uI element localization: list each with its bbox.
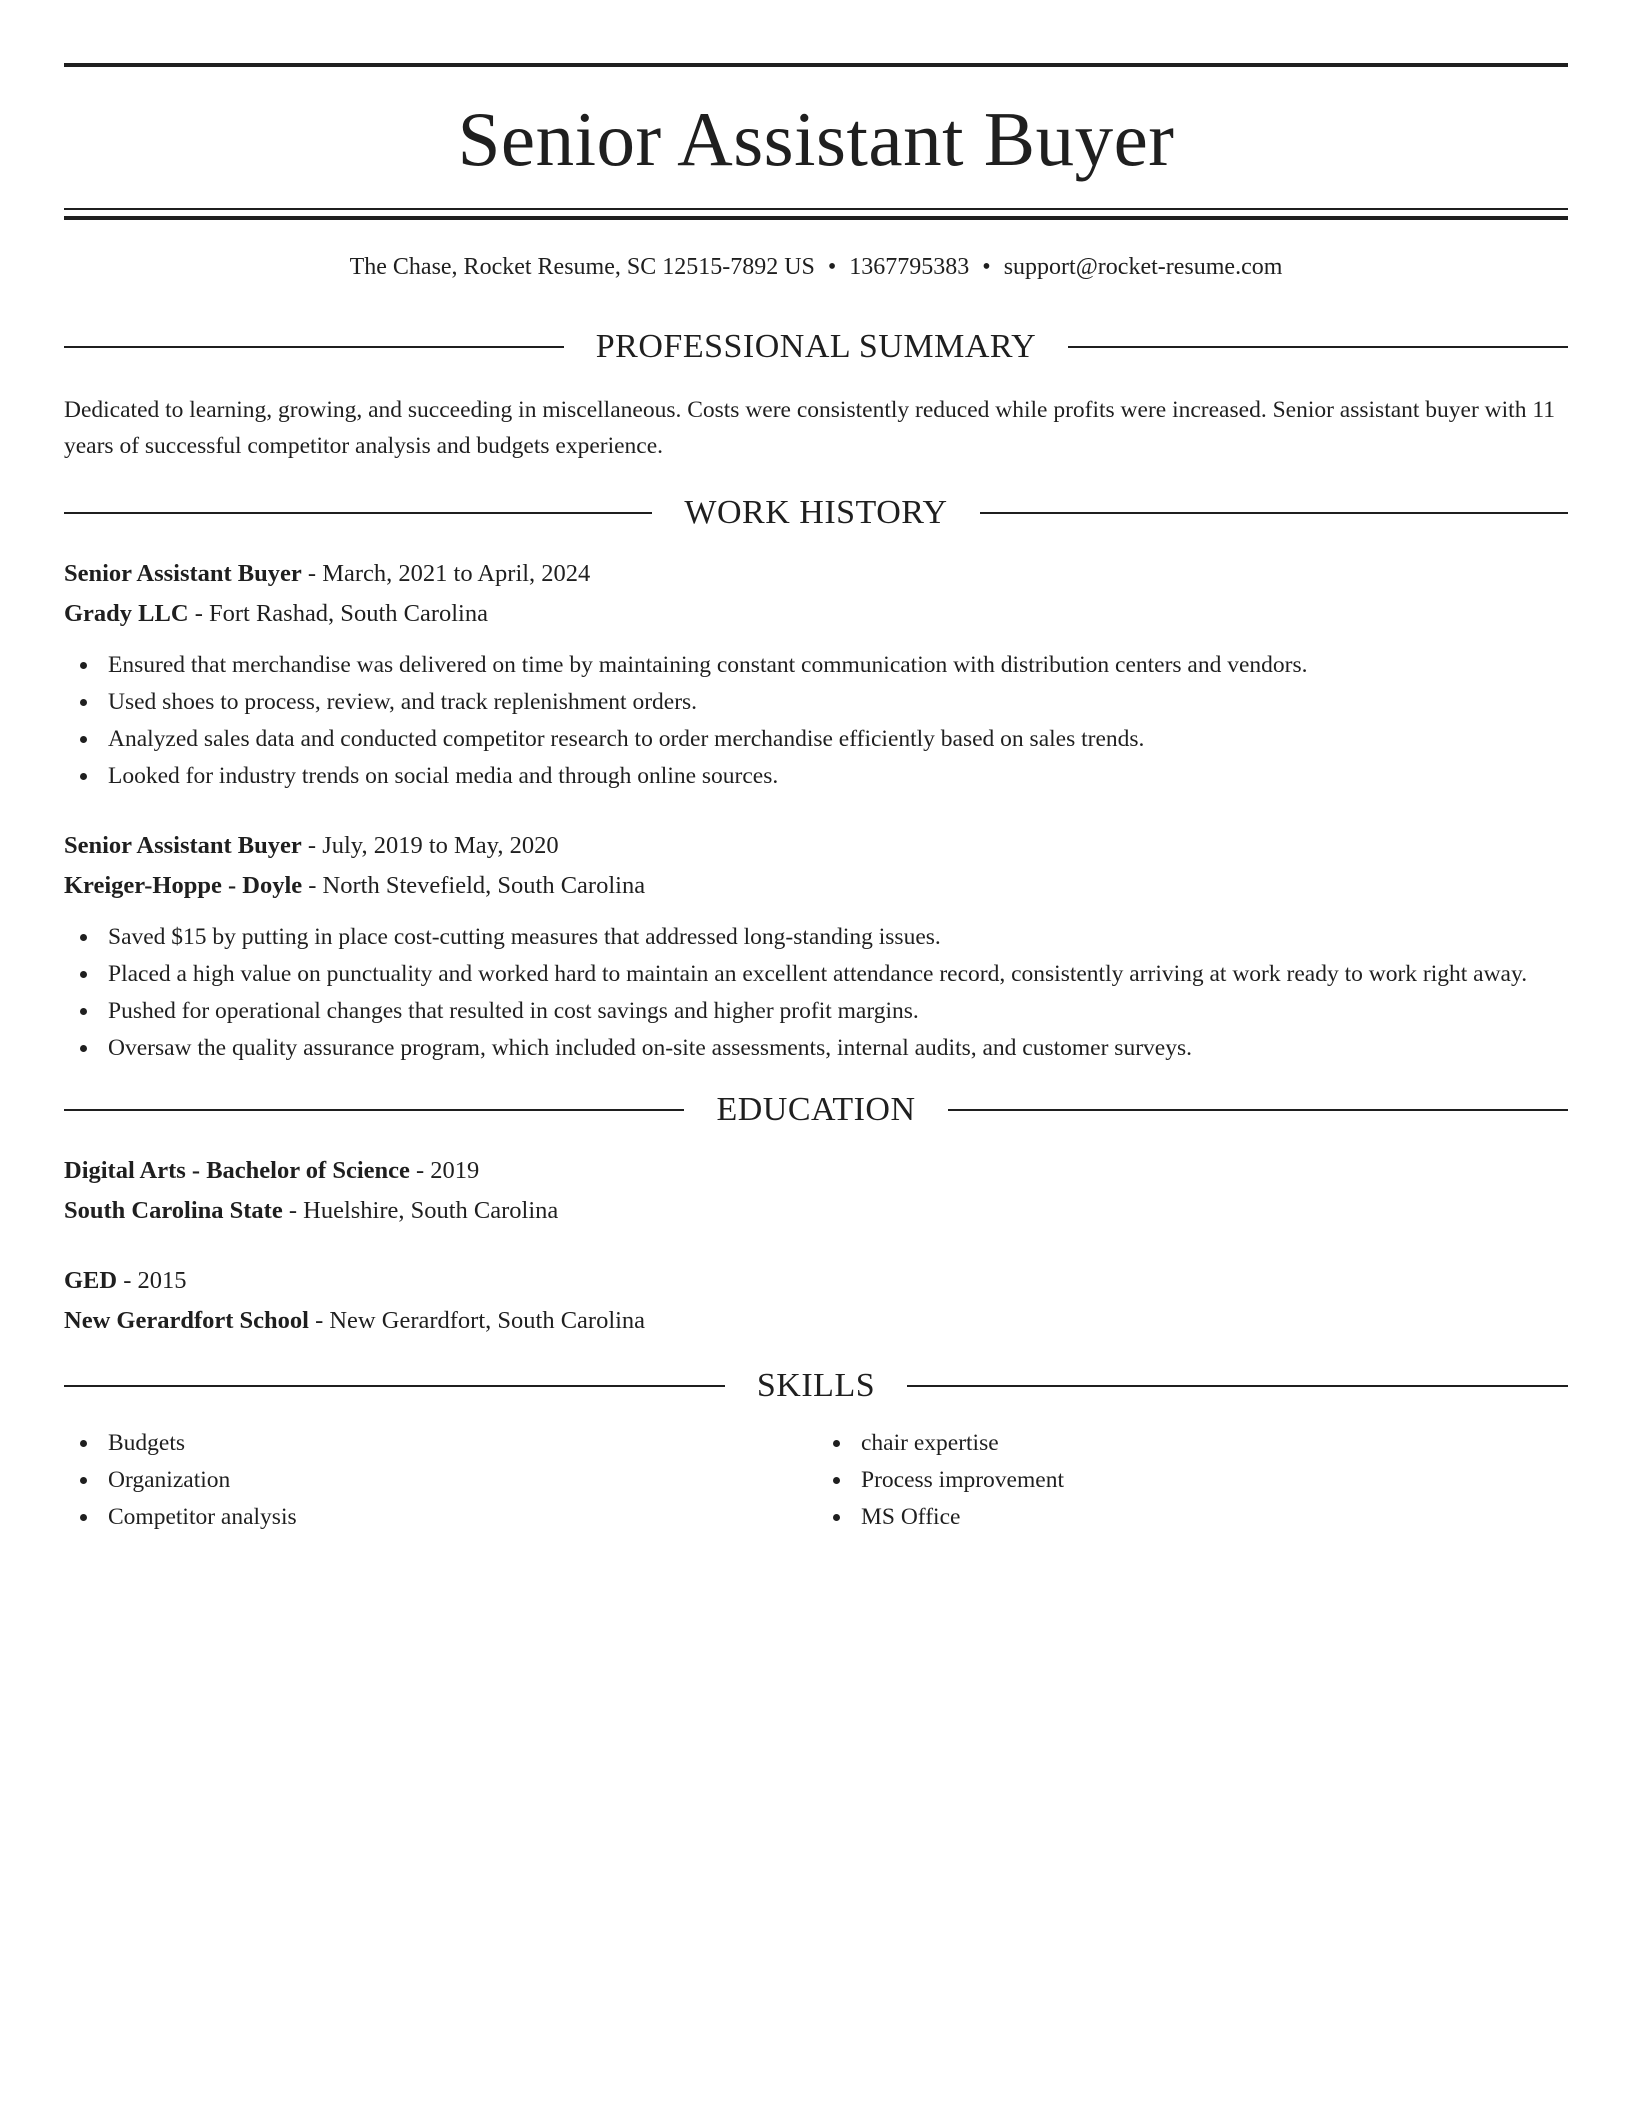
job-role: Senior Assistant Buyer — [64, 832, 302, 859]
list-item: Pushed for operational changes that resulted in cost savings and higher profit margins. — [64, 993, 1568, 1029]
job-company: Kreiger-Hoppe - Doyle — [64, 872, 303, 899]
list-item: Used shoes to process, review, and track replenishment orders. — [64, 684, 1568, 720]
education-degree-line — [64, 1151, 1568, 1191]
section-title: WORK HISTORY — [684, 494, 948, 531]
education-school: South Carolina State — [64, 1197, 283, 1224]
education-entry — [64, 1151, 1568, 1231]
top-rule — [64, 63, 1568, 67]
job-location: - North Stevefield, South Carolina — [302, 872, 646, 899]
job-entry — [64, 554, 1568, 794]
section-title: EDUCATION — [716, 1091, 916, 1128]
section-title: SKILLS — [756, 1367, 876, 1404]
education-year: - 2019 — [409, 1157, 480, 1184]
skill-item: Organization — [64, 1462, 815, 1498]
skills-grid — [64, 1425, 1568, 1536]
section-header-skills — [64, 1369, 1568, 1403]
list-item: Oversaw the quality assurance program, which included on-site assessments, internal audits, and customer surveys. — [64, 1030, 1568, 1066]
list-item: Ensured that merchandise was delivered on time by maintaining constant communication with distribution centers and vendors. — [64, 647, 1568, 683]
list-item: Saved $15 by putting in place cost-cutting measures that addressed long-standing issues. — [64, 919, 1568, 955]
skill-item: Budgets — [64, 1425, 815, 1461]
skills-column-left — [64, 1425, 815, 1536]
job-dates: - July, 2019 to May, 2020 — [301, 832, 559, 859]
skill-item: MS Office — [817, 1499, 1568, 1535]
job-bullets — [64, 647, 1568, 794]
job-location: - Fort Rashad, South Carolina — [188, 600, 488, 627]
section-header-work-history — [64, 496, 1568, 530]
education-degree-line — [64, 1261, 1568, 1301]
education-entry — [64, 1261, 1568, 1341]
job-role: Senior Assistant Buyer — [64, 560, 302, 587]
education-degree: Digital Arts - Bachelor of Science — [64, 1157, 410, 1184]
contact-line — [64, 255, 1568, 279]
section-header-summary — [64, 330, 1568, 364]
contact-separator: • — [827, 254, 837, 280]
education-school-line — [64, 1301, 1568, 1341]
job-company-line — [64, 594, 1568, 634]
job-title-line — [64, 554, 1568, 594]
list-item: Analyzed sales data and conducted competitor research to order merchandise efficiently based on sales trends. — [64, 721, 1568, 757]
contact-phone: 1367795383 — [849, 254, 970, 280]
education-school: New Gerardfort School — [64, 1307, 309, 1334]
contact-separator: • — [982, 254, 991, 280]
job-company-line — [64, 866, 1568, 906]
education-school-line — [64, 1191, 1568, 1231]
resume-name: Senior Assistant Buyer — [457, 96, 1175, 182]
job-bullets — [64, 919, 1568, 1066]
section-header-education — [64, 1093, 1568, 1127]
list-item: Placed a high value on punctuality and worked hard to maintain an excellent attendance record, consistently arriving at work ready to work right away. — [64, 956, 1568, 992]
education-year: - 2015 — [117, 1267, 187, 1294]
skill-item: chair expertise — [817, 1425, 1568, 1461]
contact-address: The Chase, Rocket Resume, SC 12515-7892 US — [349, 254, 815, 280]
job-entry — [64, 826, 1568, 1066]
summary-text: Dedicated to learning, growing, and succeeding in miscellaneous. Costs were consistently reduced while profits were increased. Senior assistant buyer with 11 years of successful competitor analysis and budgets experience. — [64, 397, 1555, 459]
education-location: - New Gerardfort, South Carolina — [308, 1307, 646, 1334]
skills-column-right — [817, 1425, 1568, 1536]
skill-item: Competitor analysis — [64, 1499, 815, 1535]
job-company: Grady LLC — [64, 600, 189, 627]
list-item: Looked for industry trends on social media and through online sources. — [64, 758, 1568, 794]
education-location: - Huelshire, South Carolina — [282, 1197, 559, 1224]
resume-page — [64, 63, 1568, 1536]
job-dates: - March, 2021 to April, 2024 — [301, 560, 591, 587]
header-double-rule — [64, 208, 1568, 220]
section-title: PROFESSIONAL SUMMARY — [595, 328, 1037, 365]
education-degree: GED — [64, 1267, 118, 1294]
contact-email: support@rocket-resume.com — [1003, 254, 1283, 280]
job-title-line — [64, 826, 1568, 866]
skill-item: Process improvement — [817, 1462, 1568, 1498]
